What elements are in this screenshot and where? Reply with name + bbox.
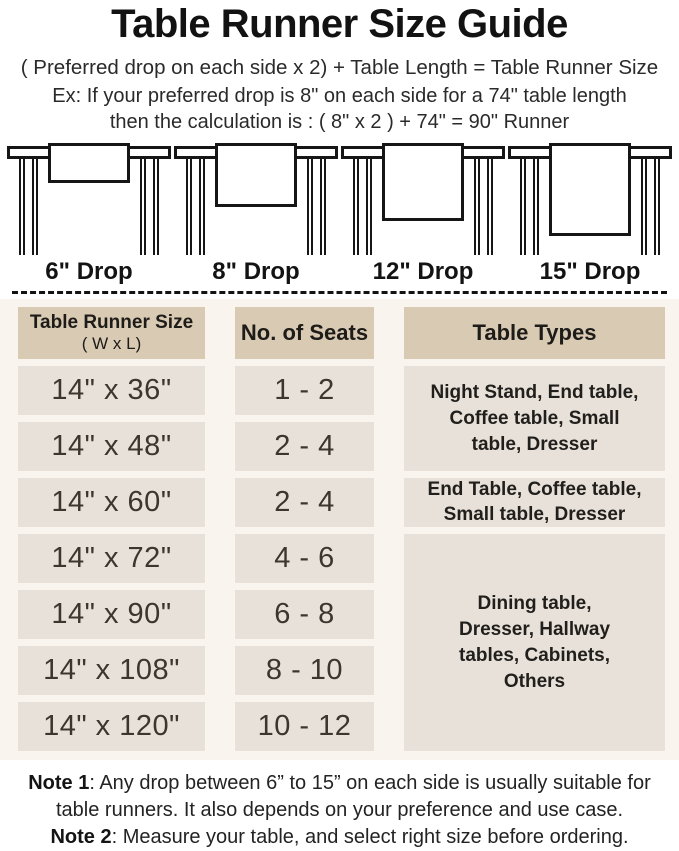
drop-label: 15" Drop bbox=[539, 258, 641, 286]
table-types-group-large-tables bbox=[404, 534, 665, 751]
runner-shape bbox=[382, 143, 464, 221]
table-illustration bbox=[508, 143, 672, 255]
table-leg bbox=[320, 158, 326, 255]
table-types-line: Small table, Dresser bbox=[443, 503, 626, 525]
note-1-text: : Any drop between 6” to 15” on each side is usually suitable for table runners. It also depends on your preference and use case. bbox=[55, 772, 651, 821]
table-leg bbox=[487, 158, 493, 255]
diagram-8-drop bbox=[173, 143, 339, 286]
table-leg bbox=[199, 158, 205, 255]
runner-size-cell: 14" x 108" bbox=[18, 646, 205, 695]
runner-size-cell: 14" x 60" bbox=[18, 478, 205, 527]
table-illustration bbox=[341, 143, 505, 255]
table-types-group-small-tables bbox=[404, 366, 665, 471]
runner-shape bbox=[48, 143, 130, 183]
table-types-line: End Table, Coffee table, bbox=[427, 479, 642, 501]
table-leg bbox=[641, 158, 647, 255]
diagram-12-drop bbox=[340, 143, 506, 286]
runner-shape bbox=[549, 143, 631, 236]
example-line-1: Ex: If your preferred drop is 8" on each side for a 74" table length bbox=[52, 85, 627, 107]
drop-label: 12" Drop bbox=[372, 258, 474, 286]
note-2-label: Note 2 bbox=[50, 825, 112, 848]
table-types-line: Dining table, bbox=[477, 593, 592, 615]
note-1-label: Note 1 bbox=[28, 772, 90, 795]
formula-text: ( Preferred drop on each side x 2) + Table Length = Table Runner Size bbox=[20, 56, 659, 79]
note-1 bbox=[6, 770, 673, 824]
drop-label: 8" Drop bbox=[212, 258, 300, 286]
column-header-seats: No. of Seats bbox=[235, 307, 374, 359]
column-header-runner-size bbox=[18, 307, 205, 359]
dashed-divider bbox=[12, 291, 667, 294]
seats-cell: 10 - 12 bbox=[235, 702, 374, 751]
table-types-line: Dresser, Hallway bbox=[458, 618, 611, 640]
table-types-group-medium-tables bbox=[404, 478, 665, 527]
table-leg bbox=[353, 158, 359, 255]
table-leg bbox=[533, 158, 539, 255]
note-2-text: : Measure your table, and select right size before ordering. bbox=[111, 825, 629, 848]
seats-cell: 6 - 8 bbox=[235, 590, 374, 639]
table-leg bbox=[186, 158, 192, 255]
table-types-line: tables, Cabinets, bbox=[459, 644, 610, 666]
runner-size-cell: 14" x 120" bbox=[18, 702, 205, 751]
size-table bbox=[18, 307, 665, 751]
example-text bbox=[0, 84, 679, 135]
table-illustration bbox=[7, 143, 171, 255]
runner-size-cell: 14" x 48" bbox=[18, 422, 205, 471]
runner-size-cell: 14" x 36" bbox=[18, 366, 205, 415]
example-line-2: then the calculation is : ( 8" x 2 ) + 74" = 90" Runner bbox=[109, 110, 570, 133]
seats-cell: 8 - 10 bbox=[235, 646, 374, 695]
size-table-panel bbox=[0, 299, 679, 760]
page-title: Table Runner Size Guide bbox=[111, 2, 568, 46]
table-types-line: Coffee table, Small bbox=[449, 407, 620, 429]
table-leg bbox=[307, 158, 313, 255]
diagram-6-drop bbox=[6, 143, 172, 286]
table-leg bbox=[366, 158, 372, 255]
seats-cell: 2 - 4 bbox=[235, 422, 374, 471]
table-leg bbox=[654, 158, 660, 255]
table-leg bbox=[140, 158, 146, 255]
table-types-line: table, Dresser bbox=[471, 433, 598, 455]
seats-cell: 2 - 4 bbox=[235, 478, 374, 527]
table-illustration bbox=[174, 143, 338, 255]
drop-diagrams bbox=[0, 135, 679, 286]
column-header-table-types: Table Types bbox=[404, 307, 665, 359]
runner-size-cell: 14" x 72" bbox=[18, 534, 205, 583]
drop-label: 6" Drop bbox=[45, 258, 133, 286]
diagram-15-drop bbox=[507, 143, 673, 286]
table-leg bbox=[520, 158, 526, 255]
table-types-line: Night Stand, End table, bbox=[430, 381, 639, 403]
note-2 bbox=[6, 824, 673, 851]
table-leg bbox=[19, 158, 25, 255]
runner-shape bbox=[215, 143, 297, 207]
table-leg bbox=[32, 158, 38, 255]
header-label: Table Runner Size bbox=[29, 312, 194, 334]
seats-cell: 1 - 2 bbox=[235, 366, 374, 415]
seats-cell: 4 - 6 bbox=[235, 534, 374, 583]
runner-size-cell: 14" x 90" bbox=[18, 590, 205, 639]
table-leg bbox=[153, 158, 159, 255]
table-leg bbox=[474, 158, 480, 255]
table-types-line: Others bbox=[503, 670, 566, 692]
notes-section bbox=[0, 760, 679, 850]
header-sublabel: ( W x L) bbox=[81, 334, 142, 354]
